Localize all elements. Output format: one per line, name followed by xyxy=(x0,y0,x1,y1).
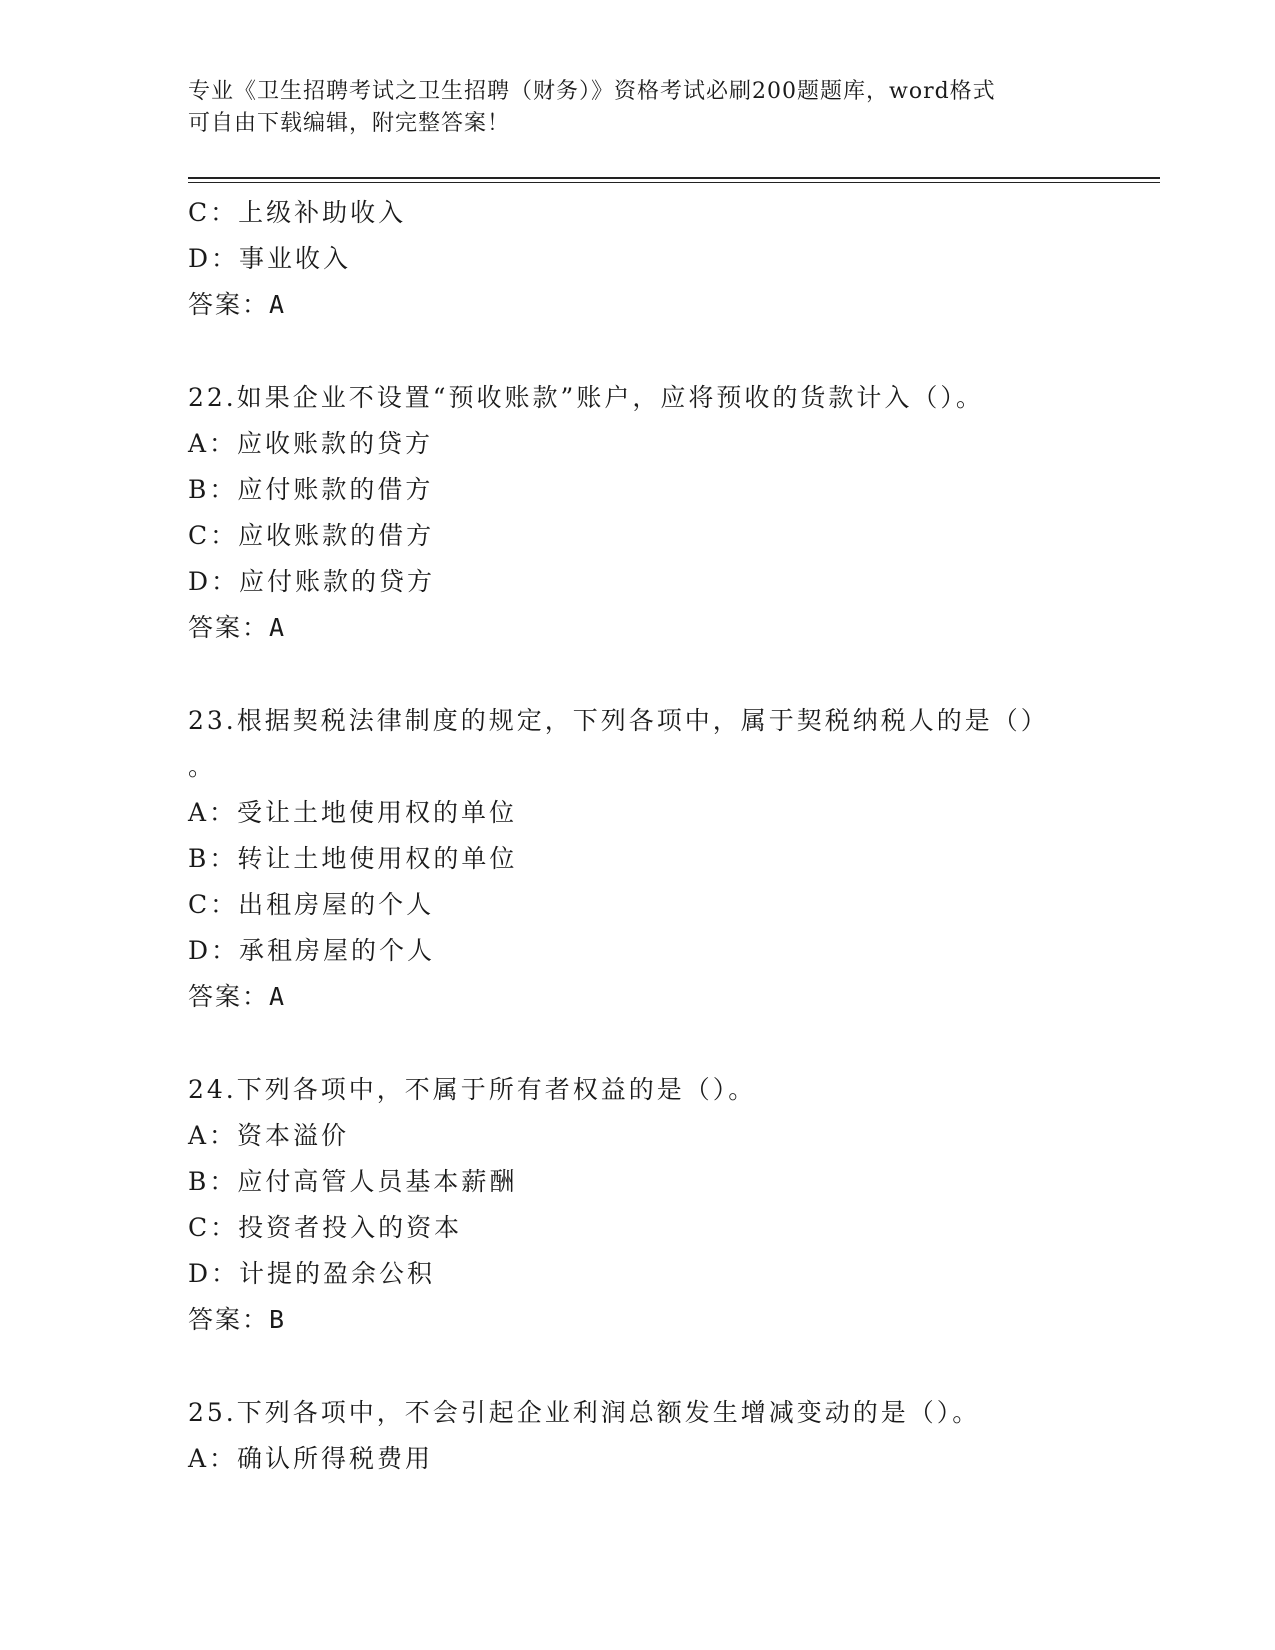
option-d: D：应付账款的贷方 xyxy=(188,567,436,596)
header-divider-thick xyxy=(188,177,1160,179)
option-b: B：转让土地使用权的单位 xyxy=(188,844,518,873)
question-21 xyxy=(188,190,1088,328)
answer-value: B xyxy=(269,1305,287,1334)
answer-value: A xyxy=(269,613,287,642)
question-stem: 22.如果企业不设置“预收账款”账户，应将预收的货款计入（）。 xyxy=(188,383,984,412)
option-b: B：应付账款的借方 xyxy=(188,475,434,504)
answer-label: 答案： xyxy=(188,1305,270,1334)
option-c: C：应收账款的借方 xyxy=(188,521,435,550)
question-24 xyxy=(188,1067,1088,1343)
option-a: A：确认所得税费用 xyxy=(188,1444,434,1473)
option-c: C：出租房屋的个人 xyxy=(188,890,435,919)
header-line-2: 可自由下载编辑，附完整答案！ xyxy=(188,111,511,136)
option-d: D：计提的盈余公积 xyxy=(188,1259,436,1288)
question-23 xyxy=(188,698,1088,1020)
question-stem: 23.根据契税法律制度的规定，下列各项中，属于契税纳税人的是（） xyxy=(188,706,1049,735)
question-stem: 25.下列各项中，不会引起企业利润总额发生增减变动的是（）。 xyxy=(188,1398,981,1427)
answer-label: 答案： xyxy=(188,613,270,642)
answer-label: 答案： xyxy=(188,982,270,1011)
question-stem-continuation: 。 xyxy=(188,752,217,781)
question-22 xyxy=(188,375,1088,651)
option-d: D：事业收入 xyxy=(188,244,352,273)
question-25 xyxy=(188,1390,1088,1482)
answer-line xyxy=(188,1297,1088,1343)
option-a: A：受让土地使用权的单位 xyxy=(188,798,518,827)
question-stem: 24.下列各项中，不属于所有者权益的是（）。 xyxy=(188,1075,757,1104)
document-header xyxy=(188,76,1088,140)
option-a: A：应收账款的贷方 xyxy=(188,429,434,458)
answer-line xyxy=(188,282,1088,328)
option-c: C：投资者投入的资本 xyxy=(188,1213,463,1242)
option-b: B：应付高管人员基本薪酬 xyxy=(188,1167,518,1196)
answer-line xyxy=(188,974,1088,1020)
header-divider-thin xyxy=(188,182,1160,183)
header-line-1: 专业《卫生招聘考试之卫生招聘（财务）》资格考试必刷200题题库，word格式 xyxy=(188,79,996,104)
answer-value: A xyxy=(269,982,287,1011)
answer-value: A xyxy=(269,290,287,319)
option-a: A：资本溢价 xyxy=(188,1121,350,1150)
option-d: D：承租房屋的个人 xyxy=(188,936,436,965)
answer-line xyxy=(188,605,1088,651)
question-list xyxy=(188,190,1088,1482)
answer-label: 答案： xyxy=(188,290,270,319)
option-c: C：上级补助收入 xyxy=(188,198,407,227)
